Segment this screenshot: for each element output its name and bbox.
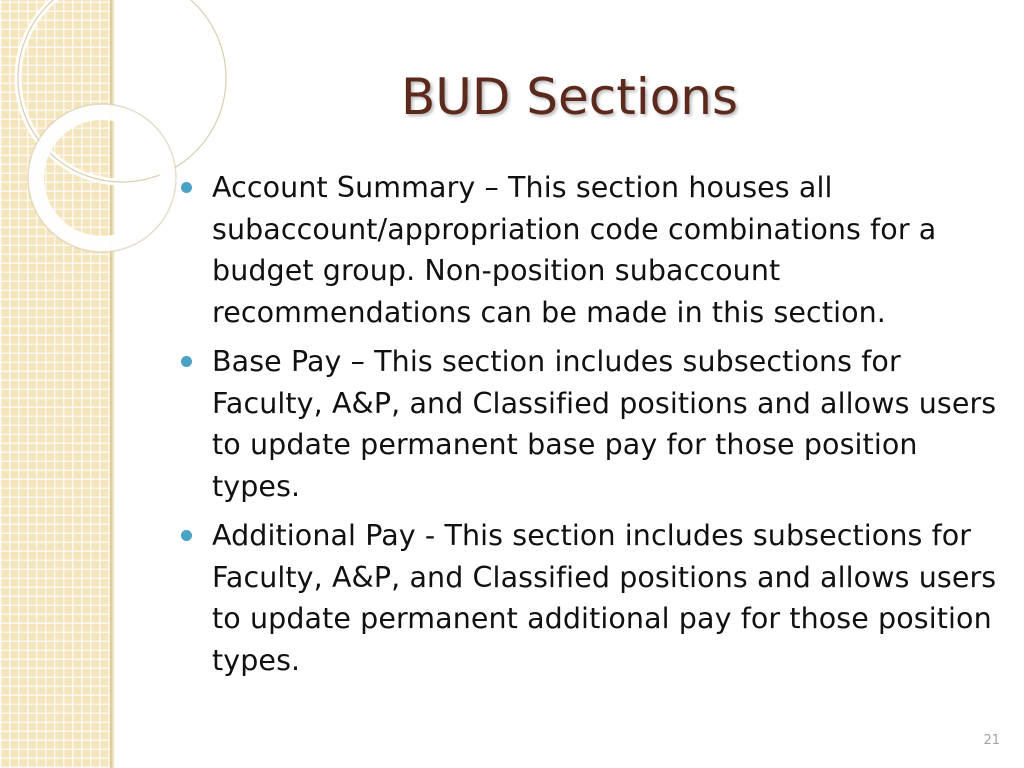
bullet-dot-icon [181,182,192,193]
bullet-text: Account Summary – This section houses all subaccount/appropriation code combinations for a budget group. Non-position subaccount recommendations can be made in this section. [212,171,937,329]
slide-title: BUD Sections [400,68,739,126]
bullet-dot-icon [181,530,192,541]
bullet-item-base-pay [212,341,1002,507]
bullet-text: Additional Pay - This section includes subsections for Faculty, A&P, and Classified positions and allows users to update permanent additional pay for those position types. [212,519,997,677]
page-number: 21 [983,733,1000,748]
bullet-item-additional-pay [212,515,1002,681]
bullet-text: Base Pay – This section includes subsections for Faculty, A&P, and Classified positions and allows users to update permanent base pay for those position types. [212,345,997,503]
bullet-dot-icon [181,356,192,367]
bullet-item-account-summary [212,167,1002,333]
bullet-list [212,167,1002,689]
